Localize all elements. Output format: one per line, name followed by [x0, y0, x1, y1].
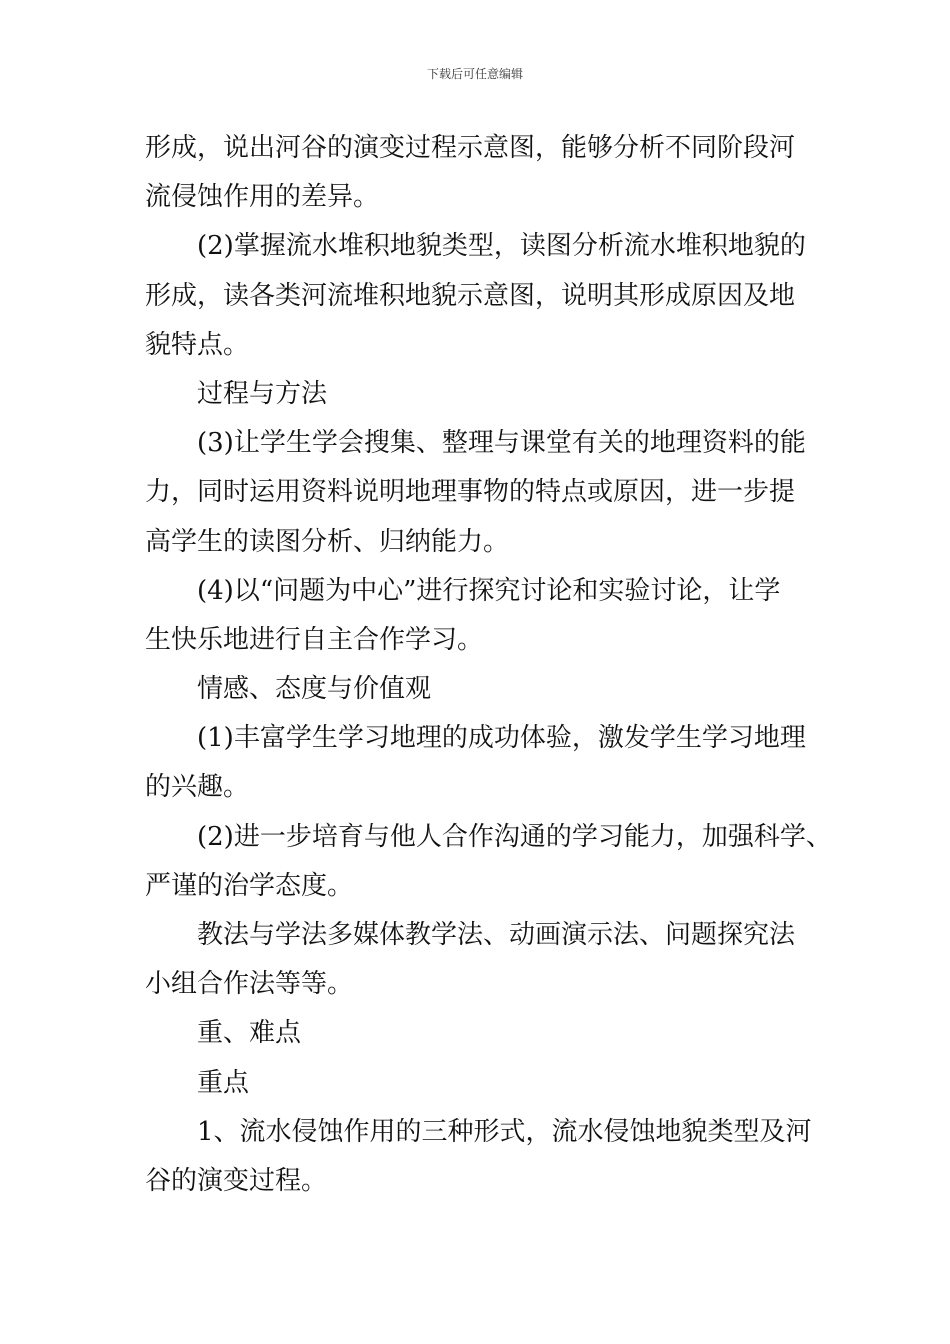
section-heading: 过程与方法 [197, 378, 328, 409]
section-heading: 重点 [197, 1067, 250, 1098]
text-line: 谷的演变过程。 [145, 1165, 328, 1196]
text-line: 貌特点。 [145, 329, 250, 360]
text-line: 的兴趣。 [145, 772, 250, 803]
text-line: 形成，读各类河流堆积地貌示意图，说明其形成原因及地 [145, 280, 796, 311]
text-line: 形成，说出河谷的演变过程示意图，能够分析不同阶段河 [145, 133, 796, 163]
body-text [145, 124, 832, 1206]
text-line: 小组合作法等等。 [145, 969, 354, 1000]
text-line: 生快乐地进行自主合作学习。 [145, 624, 484, 655]
text-line: (1)丰富学生学习地理的成功体验，激发学生学习地理 [197, 723, 806, 754]
text-line: 力，同时运用资料说明地理事物的特点或原因，进一步提 [145, 477, 796, 508]
page-header: 下载后可任意编辑 [426, 67, 523, 81]
section-heading: 重、难点 [197, 1018, 302, 1049]
text-line: (3)让学生学会搜集、整理与课堂有关的地理资料的能 [197, 428, 806, 459]
text-line: (4)以“问题为中心”进行探究讨论和实验讨论，让学 [197, 575, 781, 606]
text-line: 教法与学法多媒体教学法、动画演示法、问题探究法 [197, 920, 796, 950]
text-line: 1、流水侵蚀作用的三种形式，流水侵蚀地貌类型及河 [197, 1116, 812, 1147]
section-heading: 情感、态度与价值观 [197, 674, 432, 705]
text-line: 高学生的读图分析、归纳能力。 [145, 526, 510, 557]
text-line: 流侵蚀作用的差异。 [145, 182, 380, 213]
text-line: 严谨的治学态度。 [145, 870, 354, 901]
text-line: (2)进一步培育与他人合作沟通的学习能力，加强科学、 [197, 821, 832, 852]
text-line: (2)掌握流水堆积地貌类型，读图分析流水堆积地貌的 [197, 231, 806, 262]
